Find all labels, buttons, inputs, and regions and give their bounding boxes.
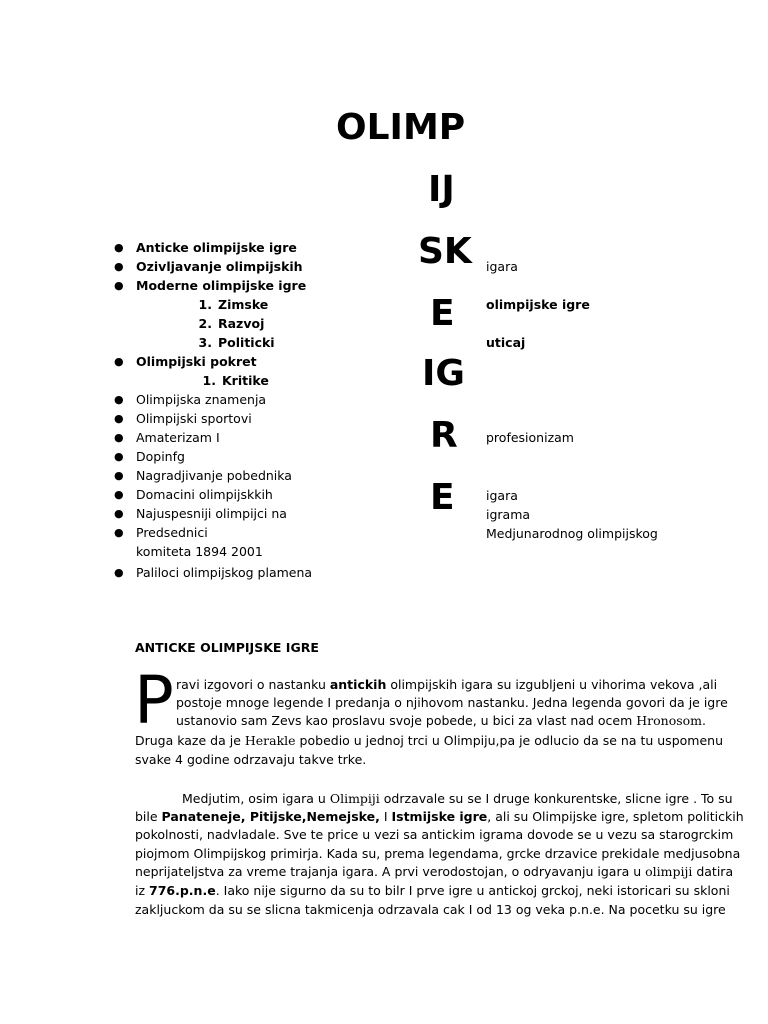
bullet-icon: ● xyxy=(114,450,124,463)
title-part-sk: SK xyxy=(418,231,472,272)
paragraph-line: Druga kaze da je Herakle pobedio u jednoj trci u Olimpiju,pa je odlucio da se na tu uspomenu xyxy=(135,733,723,748)
paragraph-line: zakljuckom da su se slicna takmicenja odrzavala cak I od 13 og veka p.n.e. Na pocetku su igre xyxy=(135,902,726,917)
sub-list-number: 2. xyxy=(198,316,212,331)
bullet-icon: ● xyxy=(114,241,124,254)
right-word: igara xyxy=(486,259,518,274)
bullet-icon: ● xyxy=(114,431,124,444)
bullet-icon: ● xyxy=(114,526,124,539)
sub-list-item xyxy=(192,295,268,314)
sub-list-number: 3. xyxy=(198,335,212,350)
paragraph-line: piojmom Olimpijskog primirja. Kada su, prema legendama, grcke drzavice prekidale medjusobna xyxy=(135,846,741,861)
bullet-icon: ● xyxy=(114,469,124,482)
sub-list-item xyxy=(196,371,269,390)
title-part-e-2: E xyxy=(430,477,455,518)
bullet-icon: ● xyxy=(114,393,124,406)
list-item-text: Moderne olimpijske igre xyxy=(136,278,307,293)
list-item-text: Ozivljavanje olimpijskih xyxy=(136,259,303,274)
list-item-text: komiteta 1894 2001 xyxy=(136,544,263,559)
sub-list-item xyxy=(192,333,275,352)
list-item-text: Paliloci olimpijskog plamena xyxy=(136,565,313,580)
paragraph-line: iz 776.p.n.e. Iako nije sigurno da su to bilr I prve igre u antickoj grckoj, neki istoricari su skloni xyxy=(135,883,730,898)
list-item-text: Domacini olimpijskkih xyxy=(136,487,273,502)
sub-list-number: 1. xyxy=(198,297,212,312)
bullet-icon: ● xyxy=(114,355,124,368)
right-word: olimpijske igre xyxy=(486,297,590,312)
paragraph-line: ustanovio sam Zevs kao proslavu svoje pobede, u bici za vlast nad ocem Hronosom. xyxy=(176,713,707,728)
bullet-icon: ● xyxy=(114,412,124,425)
bullet-icon: ● xyxy=(114,507,124,520)
paragraph-line: pokolnosti, nadvladale. Sve te price u vezi sa antickim igrama dovode se u vezu sa starogrckim xyxy=(135,827,734,842)
right-word: igrama xyxy=(486,507,531,522)
title-part-olimp: OLIMP xyxy=(336,107,466,148)
sub-list-item xyxy=(192,314,264,333)
paragraph-line: postoje mnoge legende I predanja o njihovom nastanku. Jedna legenda govori da je igre xyxy=(176,695,728,710)
title-part-ij: IJ xyxy=(428,169,455,210)
list-item-text: Olimpijska znamenja xyxy=(136,392,267,407)
list-item-text: Olimpijski sportovi xyxy=(136,411,252,426)
paragraph-line: svake 4 godine odrzavaju takve trke. xyxy=(135,752,367,767)
title-part-e: E xyxy=(430,293,455,334)
right-word: profesionizam xyxy=(486,430,574,445)
sub-list-text: Razvoj xyxy=(218,316,265,331)
bullet-icon: ● xyxy=(114,260,124,273)
paragraph-line: bile Panateneje, Pitijske,Nemejske, I Istmijske igre, ali su Olimpijske igre, spletom politickih xyxy=(135,809,744,824)
section-heading: ANTICKE OLIMPIJSKE IGRE xyxy=(135,640,319,655)
list-item-text: Olimpijski pokret xyxy=(136,354,257,369)
sub-list-text: Kritike xyxy=(222,373,269,388)
title-part-ig: IG xyxy=(422,353,465,394)
list-item-text: Anticke olimpijske igre xyxy=(136,240,297,255)
list-item-text: Amaterizam I xyxy=(136,430,220,445)
bullet-icon: ● xyxy=(114,566,124,579)
bullet-icon: ● xyxy=(114,488,124,501)
sub-list-text: Politicki xyxy=(218,335,275,350)
title-part-r: R xyxy=(430,415,458,456)
sub-list-text: Zimske xyxy=(218,297,269,312)
list-item-text: Nagradjivanje pobednika xyxy=(136,468,292,483)
right-word: Medjunarodnog olimpijskog xyxy=(486,526,658,541)
right-word: uticaj xyxy=(486,335,526,350)
sub-list-number: 1. xyxy=(202,373,216,388)
drop-cap: P xyxy=(134,662,174,739)
paragraph-line: ravi izgovori o nastanku antickih olimpijskih igara su izgubljeni u vihorima vekova ,ali xyxy=(176,677,718,692)
paragraph-line: Medjutim, osim igara u Olimpiji odrzavale su se I druge konkurentske, slicne igre . To su xyxy=(182,791,733,806)
paragraph-line: neprijateljstva za vreme trajanja igara. A prvi verodostojan, o odryavanju igara u olimpiji datira xyxy=(135,864,734,879)
list-item-text: Predsednici xyxy=(136,525,208,540)
list-item-text: Dopinfg xyxy=(136,449,185,464)
right-word: igara xyxy=(486,488,518,503)
list-item-text: Najuspesniji olimpijci na xyxy=(136,506,287,521)
bullet-icon: ● xyxy=(114,279,124,292)
